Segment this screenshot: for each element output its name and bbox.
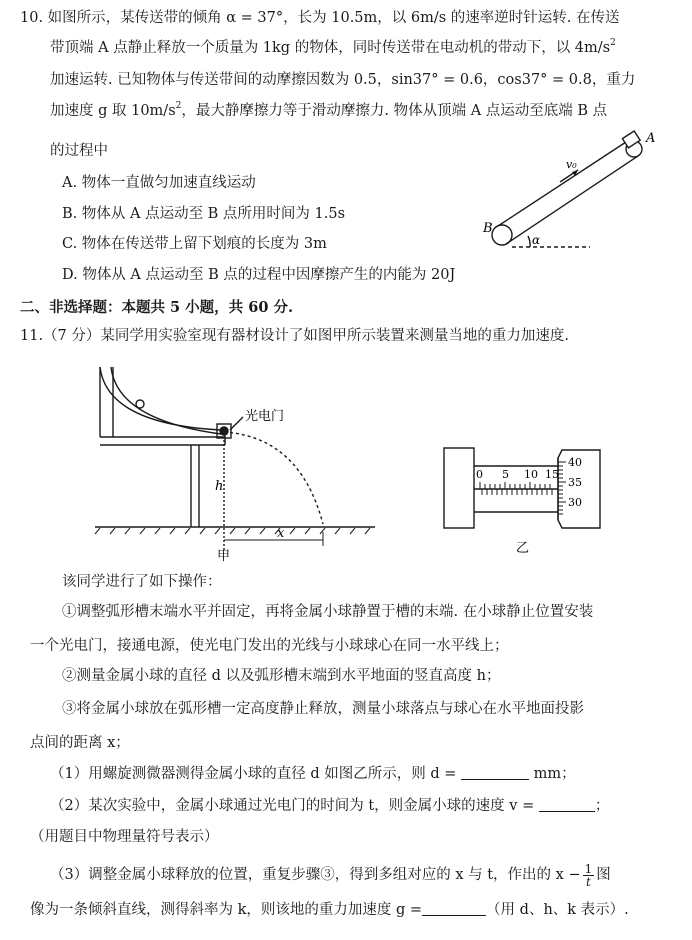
point-b-label: B [483, 221, 493, 236]
q10-line-1: 10. 如图所示，某传送带的倾角 α = 37°，长为 10.5m，以 6m/s 的速率逆时针运转. 在传送 [20, 10, 620, 26]
q11-part-1-text: （1）用螺旋测微器测得金属小球的直径 d 如图乙所示，则 d = [50, 766, 457, 782]
main-scale-5: 5 [502, 468, 509, 481]
q11-part-3-text-2: 像为一条倾斜直线，测得斜率为 k，则该地的重力加速度 g = [30, 902, 423, 918]
q10-line-2-sup: 2 [610, 38, 616, 48]
q11-intro: 该同学进行了如下操作： [62, 574, 222, 590]
alpha-label: α [532, 233, 541, 247]
q11-step-1a: ①调整弧形槽末端水平并固定，再将金属小球静置于槽的末端. 在小球静止位置安装 [62, 604, 594, 620]
q11-part-3-end: 图 [596, 867, 611, 883]
q10-line-4-text-a: 加速度 g 取 10m/s [50, 103, 176, 119]
thimble-30: 30 [568, 496, 582, 509]
thimble-35: 35 [568, 476, 582, 489]
q10-option-a: A. 物体一直做匀加速直线运动 [62, 175, 256, 191]
answer-blank-d[interactable] [461, 765, 529, 780]
q10-option-d: D. 物体从 A 点运动至 B 点的过程中因摩擦产生的内能为 20J [62, 267, 456, 283]
q11-part-2-end: ； [594, 798, 610, 814]
q10-line-2-text: 带顶端 A 点静止释放一个质量为 1kg 的物体，同时传送带在电动机的带动下，以 4m/s [50, 40, 611, 56]
fraction-denominator: t [586, 874, 591, 889]
q11-part-2-text: （2）某次实验中，金属小球通过光电门的时间为 t，则金属小球的速度 v = [50, 798, 535, 814]
q11-part-3-note: （用 d、h、k 表示）. [486, 902, 629, 918]
micrometer-figure [440, 440, 600, 560]
q11-step-3b: 点间的距离 x； [30, 735, 130, 751]
q10-line-4 [50, 101, 607, 121]
apparatus-figure [95, 362, 385, 567]
q11-part-1-unit: mm； [533, 766, 576, 782]
answer-blank-g[interactable] [422, 901, 486, 916]
distance-label: x [277, 526, 285, 541]
q10-option-b: B. 物体从 A 点运动至 B 点所用时间为 1.5s [62, 206, 346, 222]
height-label: h [215, 479, 224, 494]
q11-line-1: 11.（7 分）某同学用实验室现有器材设计了如图甲所示装置来测量当地的重力加速度. [20, 328, 570, 344]
section-2-heading: 二、非选择题：本题共 5 小题，共 60 分. [20, 299, 294, 316]
q11-part-1 [50, 764, 576, 784]
q10-option-c: C. 物体在传送带上留下划痕的长度为 3m [62, 236, 327, 252]
q10-line-4-text-b: ，最大静摩擦力等于滑动摩擦力. 物体从顶端 A 点运动至底端 B 点 [181, 103, 608, 119]
main-scale-10: 10 [524, 468, 538, 481]
q11-part-3 [50, 860, 611, 890]
thimble-40: 40 [568, 456, 582, 469]
v0-label: v₀ [566, 158, 577, 171]
q10-line-4-sup: 2 [175, 101, 182, 111]
q11-step-1b: 一个光电门，接通电源，使光电门发出的光线与小球球心在同一水平线上； [30, 638, 509, 654]
q11-part-2 [50, 796, 609, 816]
q11-part-3-text: （3）调整金属小球释放的位置，重复步骤③，得到多组对应的 x 与 t，作出的 x − [50, 867, 581, 883]
conveyor-belt-figure [478, 132, 678, 267]
q10-line-2 [50, 38, 616, 58]
main-scale-0: 0 [476, 468, 483, 481]
q11-part-2-note: （用题目中物理量符号表示） [30, 829, 219, 845]
figure-jia-caption: 甲 [217, 549, 231, 564]
figure-yi-caption: 乙 [516, 541, 530, 556]
q11-part-3-line-2 [30, 900, 629, 920]
main-scale-15: 15 [545, 468, 559, 481]
q11-step-3a: ③将金属小球放在弧形槽一定高度静止释放，测量小球落点与球心在水平地面投影 [62, 701, 584, 717]
photogate-label: 光电门 [245, 409, 285, 424]
fraction-one-over-t [583, 863, 595, 888]
q10-line-5: 的过程中 [50, 143, 108, 159]
fraction-numerator: 1 [584, 861, 593, 876]
answer-blank-v[interactable] [539, 797, 595, 812]
point-a-label: A [646, 131, 656, 146]
q10-line-3: 加速运转. 已知物体与传送带间的动摩擦因数为 0.5，sin37° = 0.6，cos37° = 0.8，重力 [50, 72, 636, 88]
q11-step-2: ②测量金属小球的直径 d 以及弧形槽末端到水平地面的竖直高度 h； [62, 668, 501, 684]
